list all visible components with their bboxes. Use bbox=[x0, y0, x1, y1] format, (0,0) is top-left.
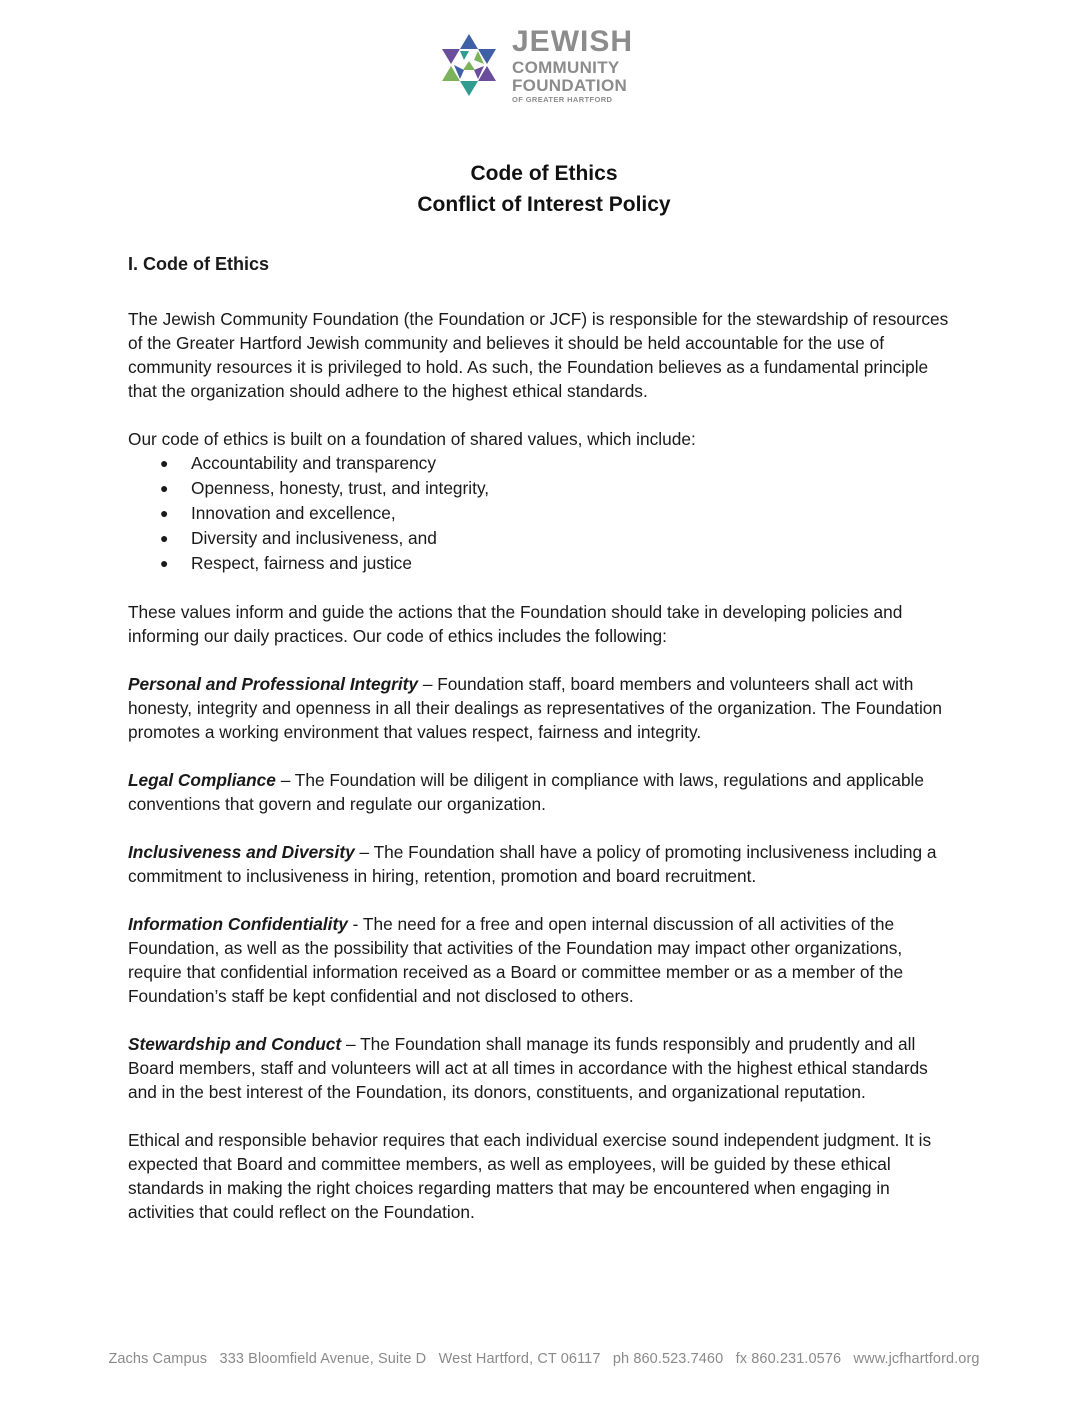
list-item: ● Respect, fairness and justice bbox=[128, 551, 958, 576]
document-subtitle: Conflict of Interest Policy bbox=[417, 193, 671, 216]
footer-campus: Zachs Campus bbox=[108, 1351, 208, 1367]
ethics-item-stewardship: Stewardship and Conduct – The Foundation shall manage its funds responsibly and prudently and all Board members, staff and volunteers will act at all times in accordance with the highest ethical standards and in the best interest of the Foundation, its donors, constituents, and organizational reputation. bbox=[128, 1034, 928, 1102]
footer-fax: fx 860.231.0576 bbox=[735, 1351, 842, 1367]
intro-paragraph: The Jewish Community Foundation (the Foundation or JCF) is responsible for the stewardship of resources of the Greater Hartford Jewish community and believes it should be held accountable for the use of community resources it is privileged to hold. As such, the Foundation believes as a fundamental principle that the organization should adhere to the highest ethical standards. bbox=[128, 309, 949, 401]
bullet-icon: ● bbox=[160, 480, 169, 496]
list-item: ● Innovation and excellence, bbox=[128, 501, 958, 526]
bullet-icon: ● bbox=[160, 505, 169, 521]
footer-address: 333 Bloomfield Avenue, Suite D bbox=[219, 1351, 427, 1367]
bullet-icon: ● bbox=[160, 455, 169, 471]
values-list bbox=[128, 451, 958, 576]
logo-line-community: COMMUNITY bbox=[512, 58, 620, 77]
bullet-icon: ● bbox=[160, 530, 169, 546]
section-heading: I. Code of Ethics bbox=[128, 254, 270, 274]
bullet-icon: ● bbox=[160, 555, 169, 571]
logo-line-hartford: OF GREATER HARTFORD bbox=[512, 95, 613, 104]
star-logo-icon bbox=[434, 30, 504, 100]
list-item: ● Diversity and inclusiveness, and bbox=[128, 526, 958, 551]
footer-phone: ph 860.523.7460 bbox=[612, 1351, 724, 1367]
ethics-item-integrity: Personal and Professional Integrity – Foundation staff, board members and volunteers shall act with honesty, integrity and openness in all their dealings as representatives of the organization. The Foundation promotes a working environment that values respect, fairness and integrity. bbox=[128, 674, 943, 742]
closing-paragraph: Ethical and responsible behavior requires that each individual exercise sound independent judgment. It is expected that Board and committee members, as well as employees, will be guided by these ethical standards in making the right choices regarding matters that may be encountered when engaging in activities that could reflect on the Foundation. bbox=[128, 1130, 932, 1222]
footer-city: West Hartford, CT 06117 bbox=[438, 1351, 601, 1367]
logo-line-foundation: FOUNDATION bbox=[512, 76, 628, 95]
logo-wordmark bbox=[512, 25, 652, 105]
list-item: ● Openness, honesty, trust, and integrity, bbox=[128, 476, 958, 501]
values-after-paragraph: These values inform and guide the actions that the Foundation should take in developing policies and informing our daily practices. Our code of ethics includes the following: bbox=[128, 602, 903, 646]
ethics-item-inclusiveness: Inclusiveness and Diversity – The Foundation shall have a policy of promoting inclusiveness including a commitment to inclusiveness in hiring, retention, promotion and board recruitment. bbox=[128, 842, 937, 886]
document-body bbox=[128, 251, 958, 1248]
list-item: ● Accountability and transparency bbox=[128, 451, 958, 476]
page-footer bbox=[0, 1351, 1088, 1367]
logo-line-jewish: JEWISH bbox=[512, 25, 634, 58]
ethics-item-legal: Legal Compliance – The Foundation will be diligent in compliance with laws, regulations and applicable conventions that govern and regulate our organization. bbox=[128, 770, 925, 814]
footer-website: www.jcfhartford.org bbox=[853, 1351, 980, 1367]
ethics-item-confidentiality: Information Confidentiality - The need for a free and open internal discussion of all activities of the Foundation, as well as the possibility that activities of the Foundation may impact other organizations, require that confidential information received as a Board or committee member or as a member of the Foundation’s staff be kept confidential and not disclosed to others. bbox=[128, 914, 904, 1006]
values-lead: Our code of ethics is built on a foundation of shared values, which include: bbox=[128, 429, 696, 449]
jcf-logo bbox=[434, 25, 644, 114]
document-title: Code of Ethics bbox=[470, 162, 618, 185]
